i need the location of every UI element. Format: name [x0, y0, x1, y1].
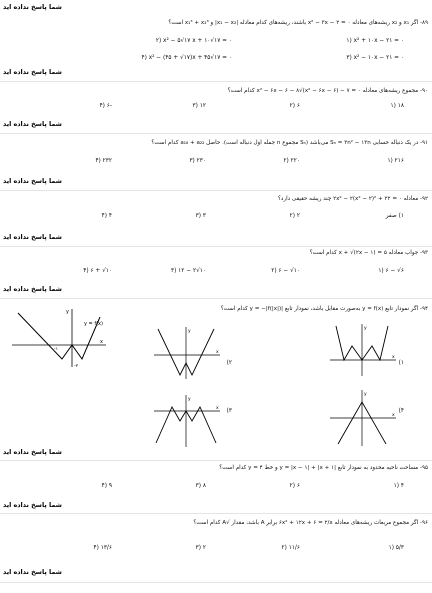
not-answered-label: شما پاسخ نداده اید — [3, 285, 62, 293]
q94-option-3-label[interactable]: (۳ — [226, 408, 232, 414]
q92-option-3[interactable]: ۳) ۳ — [195, 213, 206, 219]
q94-option-3-graph[interactable] — [150, 393, 222, 449]
question-94-text: ۹۴- اگر نمودار تابع y = f(x) به‌صورت مقابل باشد، نمودار تابع |y = −|f(|x|) کدام است؟ — [220, 306, 428, 312]
divider — [0, 190, 432, 191]
axis-y-label: y — [66, 309, 69, 315]
q92-option-1[interactable]: ۱) صفر — [385, 213, 404, 219]
svg-text:y: y — [364, 392, 367, 397]
tick-neg-two: -۲ — [74, 364, 79, 369]
q92-option-2[interactable]: ۲) ۲ — [289, 213, 300, 219]
q96-option-4[interactable]: ۴) ۱۳/۶ — [93, 545, 112, 551]
q96-option-3[interactable]: ۳) ۲ — [195, 545, 206, 551]
not-answered-label: شما پاسخ نداده اید — [3, 233, 62, 241]
q94-option-1-graph[interactable] — [326, 322, 398, 378]
q90-option-1[interactable]: ۱) ۱۸ — [390, 103, 404, 109]
question-91-text: ۹۱- در یک دنباله حسابی Sₙ = ۳n² − ۱۳n می‌باشد (Sₙ مجموع n جمله اول دنباله است). حاصل a₁₈ + a₂₂ کدام است؟ — [151, 140, 428, 146]
q89-option-3[interactable]: ۳) x² − ۱۰x − ۲۱ = ۰ — [346, 55, 404, 61]
not-answered-label: شما پاسخ نداده اید — [3, 448, 62, 456]
q96-option-2[interactable]: ۲) ۱۱/۶ — [281, 545, 300, 551]
not-answered-label: شما پاسخ نداده اید — [3, 3, 62, 11]
q89-option-1[interactable]: ۱) x² + ۱۰x − ۲۱ = ۰ — [346, 38, 404, 44]
q93-option-1[interactable]: ۱) ۶ − √۶ — [378, 268, 404, 274]
reference-graph — [10, 305, 110, 370]
divider — [0, 81, 432, 82]
question-93-text: ۹۳- جواب معادله x + √(۲x − ۱) = ۵ کدام است؟ — [309, 250, 428, 256]
svg-text:x: x — [392, 413, 395, 418]
divider — [0, 298, 432, 299]
graph-label: y = f(x) — [84, 321, 103, 327]
q94-option-2-label[interactable]: (۲ — [226, 360, 232, 366]
q94-option-1-label[interactable]: (۱ — [398, 360, 404, 366]
q93-option-4[interactable]: ۴) ۶ + √۱۰ — [83, 268, 112, 274]
svg-text:y: y — [188, 397, 191, 402]
q95-option-1[interactable]: ۱) ۴ — [393, 483, 404, 489]
not-answered-label: شما پاسخ نداده اید — [3, 501, 62, 509]
tick-neg-one: -۱ — [54, 347, 59, 352]
divider — [0, 133, 432, 134]
svg-text:x: x — [392, 355, 395, 360]
q93-option-2[interactable]: ۲) ۶ − √۱۰ — [271, 268, 300, 274]
q94-option-2-graph[interactable] — [150, 325, 222, 381]
not-answered-label: شما پاسخ نداده اید — [3, 177, 62, 185]
q94-option-4-label[interactable]: (۴ — [398, 408, 404, 414]
q96-option-1[interactable]: ۱) ۵/۳ — [388, 545, 404, 551]
svg-text:x: x — [216, 350, 219, 355]
q95-option-3[interactable]: ۳) ۸ — [195, 483, 206, 489]
q92-option-4[interactable]: ۴) ۴ — [101, 213, 112, 219]
q89-option-2[interactable]: ۲) x² − ۵√۱۷ x + ۱۰√۱۷ = ۰ — [155, 38, 232, 44]
q91-option-3[interactable]: ۳) ۲۳۰ — [189, 158, 206, 164]
not-answered-label: شما پاسخ نداده اید — [3, 68, 62, 76]
not-answered-label: شما پاسخ نداده اید — [3, 120, 62, 128]
not-answered-label: شما پاسخ نداده اید — [3, 568, 62, 576]
divider — [0, 460, 432, 461]
q94-option-4-graph[interactable] — [326, 388, 398, 448]
divider — [0, 246, 432, 247]
divider — [0, 582, 432, 583]
svg-text:y: y — [188, 329, 191, 334]
q91-option-2[interactable]: ۲) ۲۲۰ — [283, 158, 300, 164]
q95-option-4[interactable]: ۴) ۹ — [101, 483, 112, 489]
q90-option-4[interactable]: ۴) ۶- — [99, 103, 112, 109]
question-92-text: ۹۲- معادله ۰ = ۲۲ + ۲x² − ۲(x² − ۲)² چند ریشه حقیقی دارد؟ — [277, 196, 428, 202]
question-96-text: ۹۶- اگر مجموع مربعات ریشه‌های معادله ۶x² + ۱۲x + ۶ = ۲/x برابر A باشد، مقدار √A کدام است؟ — [193, 520, 428, 526]
q93-option-3[interactable]: ۳) ۱۲ − ۲√۱۰ — [170, 268, 206, 274]
q90-option-2[interactable]: ۲) ۶ — [289, 103, 300, 109]
divider — [0, 513, 432, 514]
q95-option-2[interactable]: ۲) ۶ — [289, 483, 300, 489]
q91-option-4[interactable]: ۴) ۲۳۲ — [95, 158, 112, 164]
q89-option-4[interactable]: ۴) x² − (۴۵ + √۱۷)x + ۴۵√۱۷ = ۰ — [141, 55, 232, 61]
axis-x-label: x — [100, 339, 103, 345]
q90-option-3[interactable]: ۳) ۱۲ — [192, 103, 206, 109]
q91-option-1[interactable]: ۱) ۲۱۶ — [387, 158, 404, 164]
question-90-text: ۹۰- مجموع ریشه‌های معادله x² − ۶x − ۶ − ۸√(x² − ۶x − ۶) − ۷ = ۰ کدام است؟ — [227, 88, 428, 94]
svg-text:y: y — [364, 326, 367, 331]
question-89-text: ۸۹- اگر x₁ و x₂ ریشه‌های معادله x² − ۳x − ۲ = ۰ باشند، ریشه‌های کدام معادله |x₁ − x₂| و x₁³ + x₂³ است؟ — [168, 20, 428, 26]
svg-text:x: x — [216, 406, 219, 411]
question-95-text: ۹۵- مساحت ناحیه محدود به نمودار تابع |y = |x − ۱| + |x + ۱ و خط y = ۴ کدام است؟ — [219, 465, 428, 471]
